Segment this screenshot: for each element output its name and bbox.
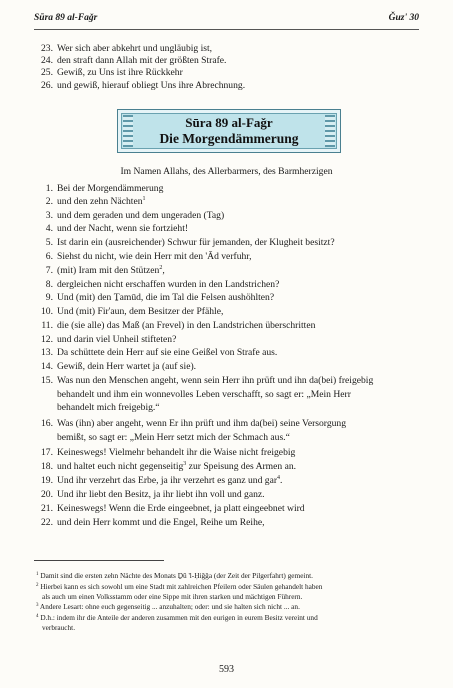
verse: [40, 334, 176, 346]
verse-number: 17.: [41, 447, 53, 458]
verse-text: und dem geraden und dem ungeraden (Tag): [57, 210, 225, 221]
page-number: 593: [219, 664, 234, 675]
verse-text-after: .: [280, 475, 283, 486]
footnote-marker: 1: [36, 572, 39, 577]
verse: [40, 237, 335, 249]
verse: [40, 489, 265, 501]
verse: [40, 251, 252, 263]
verse: [40, 347, 277, 359]
verse-text: Siehst du nicht, wie dein Herr mit den 'Ād verfuhr,: [57, 251, 252, 262]
verse-text-after: zur Speisung des Armen an.: [186, 461, 297, 472]
verse-number: 4.: [45, 223, 53, 234]
footnote-text: D.h.: indem ihr die Anteile der anderen zusammen mit den eurigen in eurem Besitz vereint und: [40, 613, 318, 622]
verse-number: 18.: [41, 461, 53, 472]
footnote-marker: 2: [36, 583, 39, 588]
verse-number: 14.: [41, 361, 53, 372]
verse: [40, 517, 265, 529]
verse-text: dergleichen nicht erschaffen wurden in den Landstrichen?: [57, 279, 280, 290]
verse-text: Bei der Morgendämmerung: [57, 183, 164, 194]
verse-text: Gewiß, zu Uns ist ihre Rückkehr: [57, 67, 183, 78]
footnote: [36, 613, 418, 623]
verse-number: 15.: [41, 375, 53, 386]
verse-number: 26.: [41, 80, 53, 91]
verse: [40, 320, 315, 332]
verse-number: 23.: [41, 43, 53, 54]
footnote: [36, 571, 418, 581]
verse-number: 9.: [45, 292, 53, 303]
verse-text: Was nun den Menschen angeht, wenn sein Herr ihn prüft und ihn da(bei) freigebig: [57, 375, 374, 386]
verse-text: Was (ihn) aber angeht, wenn Er ihn prüft und ihm da(bei) seine Versorgung: [57, 418, 347, 429]
sura-subtitle: Die Morgendämmerung: [159, 131, 299, 146]
footnote-ref: 2: [159, 265, 163, 271]
verse-text: Ist darin ein (ausreichender) Schwur für jemanden, der Klugheit besitzt?: [57, 237, 335, 248]
verse-number: 19.: [41, 475, 53, 486]
footnote: [36, 582, 418, 592]
verse: [40, 265, 165, 277]
verse: [40, 196, 146, 208]
verse-number: 1.: [45, 183, 53, 194]
verse: [40, 223, 188, 235]
footnote-marker: 3: [36, 603, 39, 608]
verse-text: (mit) Iram mit den Stützen: [57, 265, 160, 276]
verse-text: und der Nacht, wenn sie fortzieht!: [57, 223, 189, 234]
verse: [40, 418, 346, 430]
verse-text: den straft dann Allah mit der größten Strafe.: [57, 55, 227, 66]
verse-text: und haltet euch nicht gegenseitig: [57, 461, 184, 472]
verse-number: 6.: [45, 251, 53, 262]
verse: [40, 183, 163, 195]
verse: [40, 43, 212, 55]
verse-continuation: behandelt mich freigebig.“: [57, 402, 160, 413]
verse-number: 25.: [41, 67, 53, 78]
footnote-continuation: verbraucht.: [42, 623, 76, 632]
verse: [40, 375, 373, 387]
verse-number: 11.: [41, 320, 53, 331]
verse-text: Und ihr verzehrt das Erbe, ja ihr verzehrt es ganz und gar: [57, 475, 278, 486]
verse-continuation: behandelt und ihm ein wonnevolles Leben verschafft, so sagt er: „Mein Herr: [57, 389, 351, 400]
basmala: Im Namen Allahs, des Allerbarmers, des Barmherzigen: [120, 166, 333, 177]
verse-number: 2.: [45, 196, 53, 207]
verse-text: die (sie alle) das Maß (an Frevel) in den Landstrichen überschritten: [57, 320, 316, 331]
footnote-text: Andere Lesart: ohne euch gegenseitig ... anzuhalten; oder: und sie halten sich nicht ... an.: [39, 602, 300, 611]
verse: [40, 279, 279, 291]
verse-text: Keineswegs! Wenn die Erde eingeebnet, ja platt eingeebnet wird: [57, 503, 305, 514]
verse-number: 8.: [45, 279, 53, 290]
verse-number: 5.: [45, 237, 53, 248]
verse-text-after: ,: [162, 265, 165, 276]
verse: [40, 292, 274, 304]
verse: [40, 55, 226, 67]
verse-number: 3.: [45, 210, 53, 221]
verse-text: Und (mit) Fir'aun, dem Besitzer der Pfähle,: [57, 306, 224, 317]
header-juz: Ǧuz' 30: [388, 13, 419, 23]
sura-title-banner: [117, 109, 341, 153]
verse: [40, 475, 282, 487]
footnote-rule: [34, 560, 164, 561]
verse-text: Keineswegs! Vielmehr behandelt ihr die Waise nicht freigebig: [57, 447, 296, 458]
verse-text: und gewiß, hierauf obliegt Uns ihre Abrechnung.: [57, 80, 246, 91]
footnote-marker: 4: [36, 614, 39, 619]
verse: [40, 80, 245, 92]
verse: [40, 503, 305, 515]
verse-number: 13.: [41, 347, 53, 358]
verse-text: und den zehn Nächten: [57, 196, 143, 207]
verse-number: 21.: [41, 503, 53, 514]
verse-text: Und (mit) den Ṯamūd, die im Tal die Felsen aushöhlten?: [57, 292, 275, 303]
footnote-ref: 4: [277, 475, 281, 481]
footnote-ref: 3: [183, 461, 187, 467]
verse-text: und dein Herr kommt und die Engel, Reihe um Reihe,: [57, 517, 265, 528]
verse-text: und darin viel Unheil stifteten?: [57, 334, 177, 345]
verse-number: 24.: [41, 55, 53, 66]
verse: [40, 361, 196, 373]
verse: [40, 67, 183, 79]
verse-number: 10.: [41, 306, 53, 317]
verse: [40, 210, 224, 222]
verse-number: 20.: [41, 489, 53, 500]
sura-title: Sūra 89 al-Faǧr: [185, 115, 273, 130]
footnote-text: Hierbei kann es sich sowohl um eine Stadt mit zahlreichen Pfeilern oder Säulen gehandelt haben: [40, 582, 323, 591]
verse-number: 16.: [41, 418, 53, 429]
footnote-continuation: als auch um einen Volksstamm oder eine Sippe mit ihren starken und mächtigen Führern.: [42, 592, 303, 601]
verse: [40, 306, 223, 318]
footnote-text: Damit sind die ersten zehn Nächte des Monats Ḏū 'l-Ḥiǧǧa (der Zeit der Pilgerfahrt) gemeint.: [40, 571, 313, 580]
header-sura-title: Sūra 89 al-Faǧr: [34, 13, 98, 23]
verse-text: Gewiß, dein Herr wartet ja (auf sie).: [57, 361, 197, 372]
verse-number: 12.: [41, 334, 53, 345]
verse-continuation: bemißt, so sagt er: „Mein Herr setzt mich der Schmach aus.“: [57, 432, 290, 443]
footnote: [36, 602, 418, 612]
footnote-ref: 1: [142, 196, 146, 202]
verse-text: Und ihr liebt den Besitz, ja ihr liebt ihn voll und ganz.: [57, 489, 265, 500]
verse-text: Da schüttete dein Herr auf sie eine Geißel von Strafe aus.: [57, 347, 278, 358]
verse: [40, 447, 295, 459]
verse-number: 22.: [41, 517, 53, 528]
verse-text: Wer sich aber abkehrt und ungläubig ist,: [57, 43, 213, 54]
verse: [40, 461, 296, 473]
running-header: [34, 13, 419, 30]
verse-number: 7.: [45, 265, 53, 276]
